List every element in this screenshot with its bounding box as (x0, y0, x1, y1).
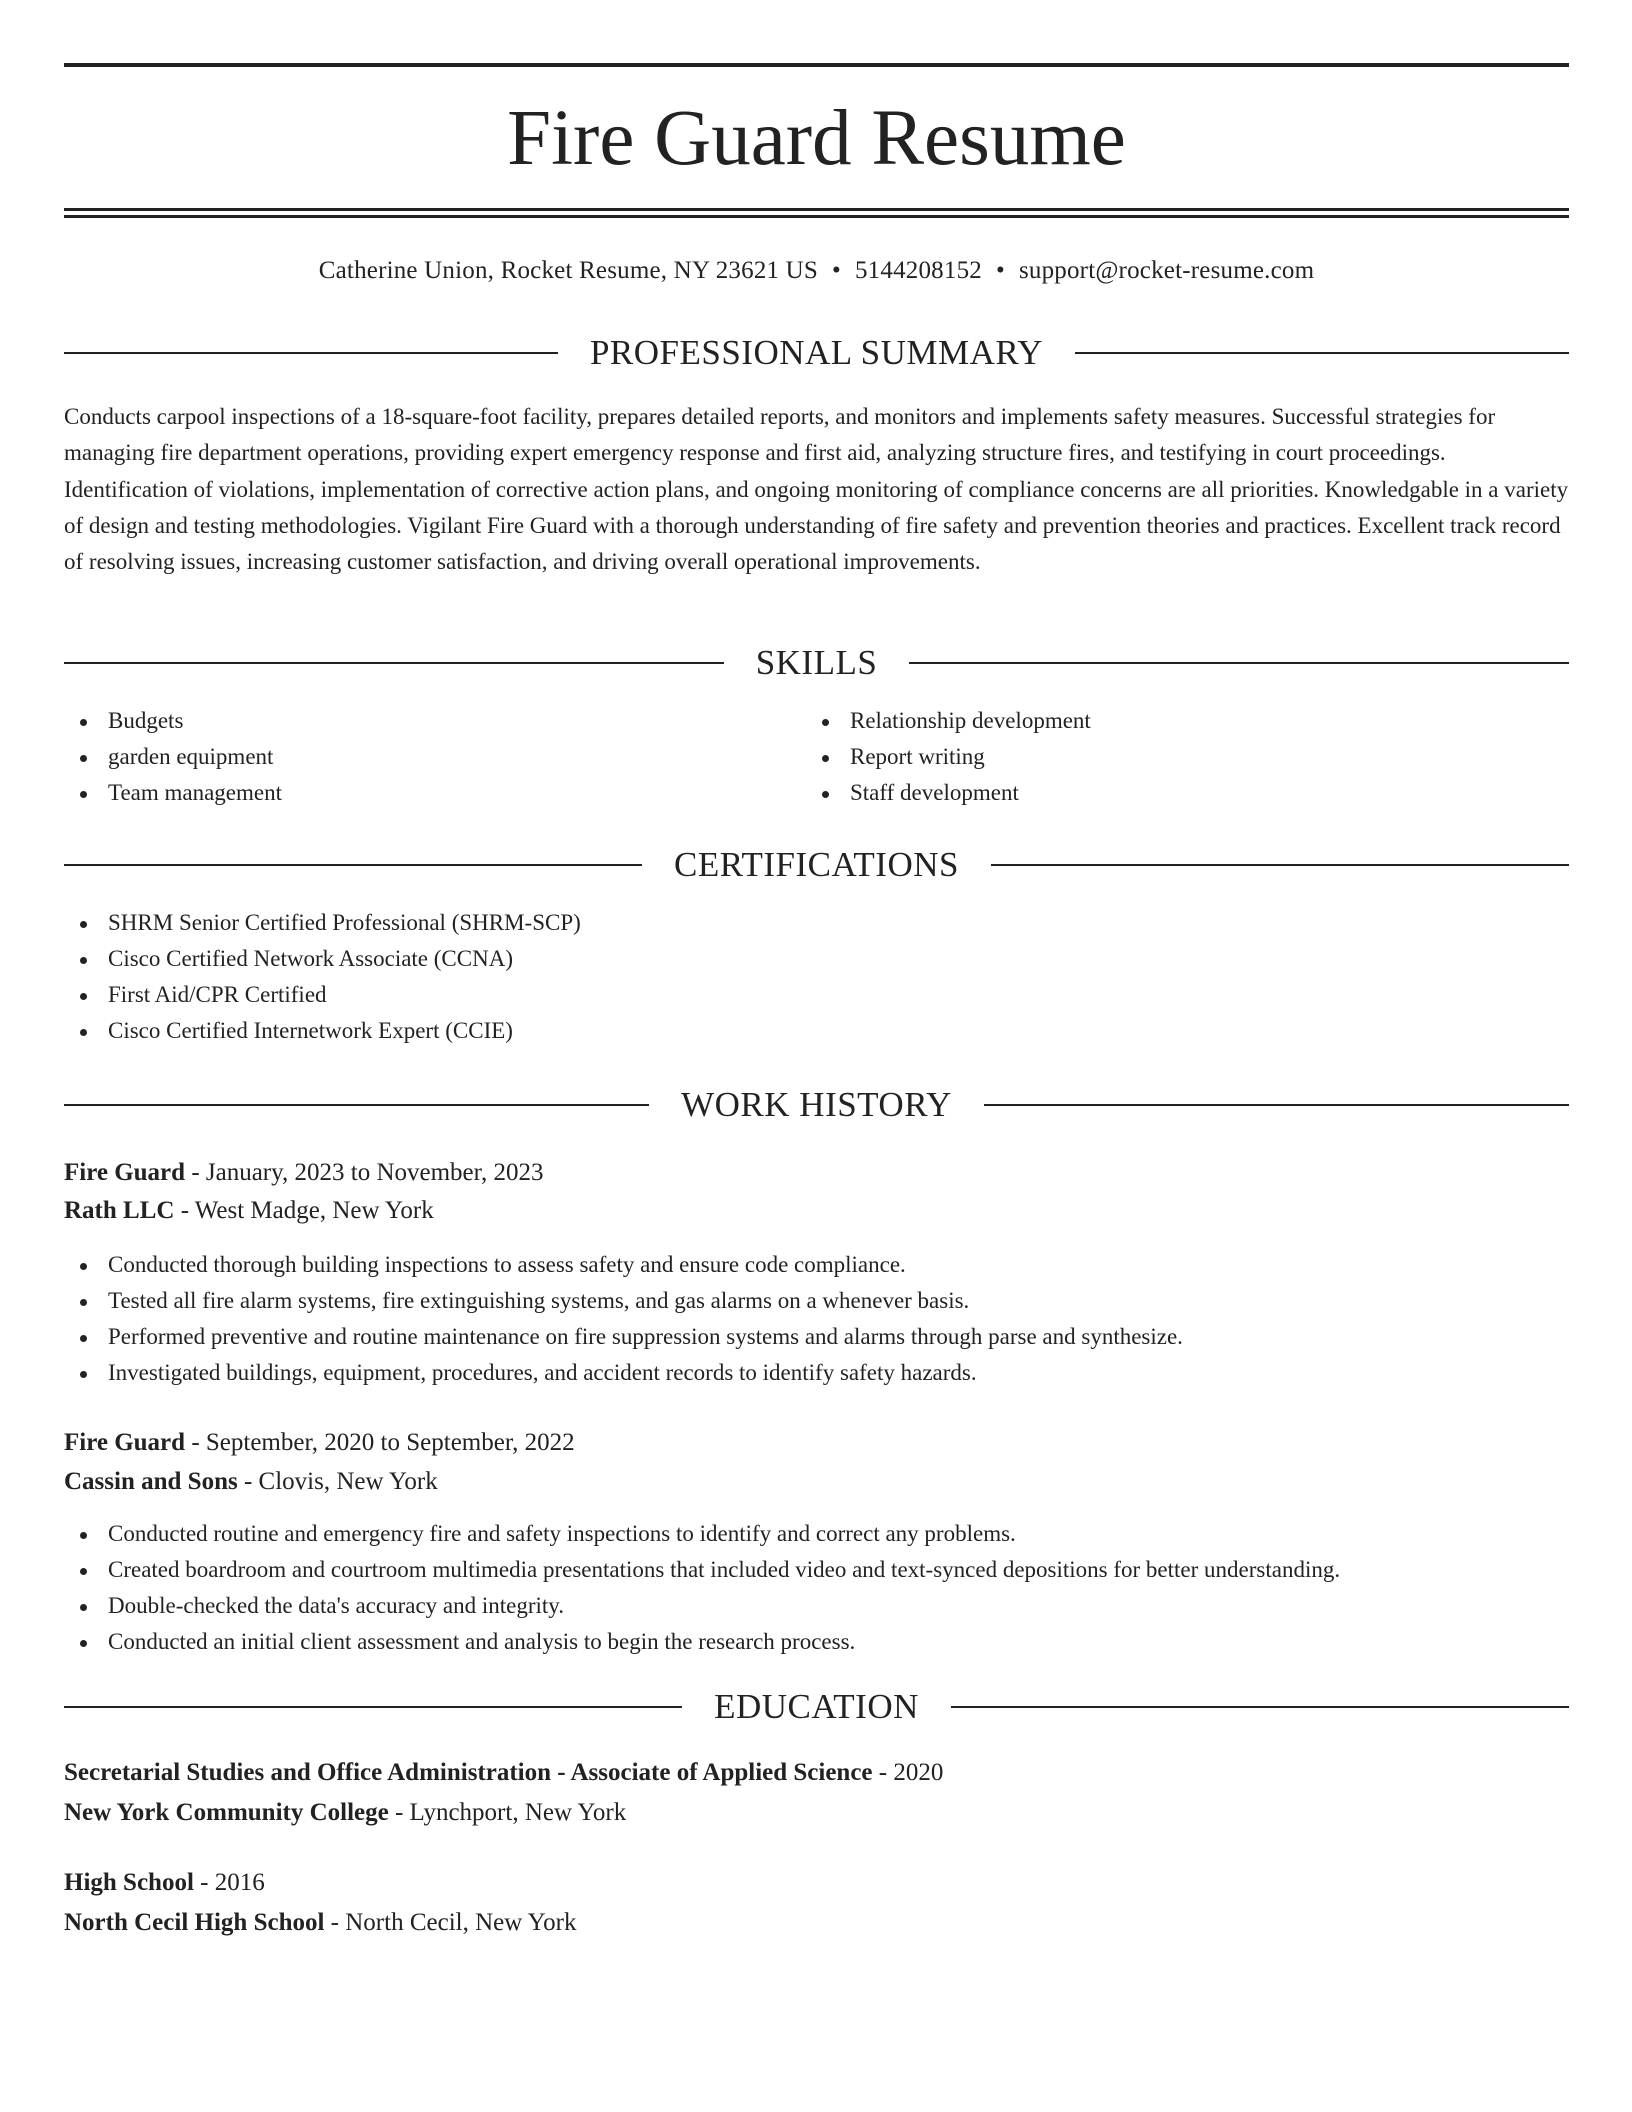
education-school-line (64, 1905, 577, 1941)
skill-item: Report writing (806, 739, 1091, 775)
divider-line (991, 864, 1569, 866)
divider-line (1075, 352, 1569, 354)
job-duty-item: Conducted thorough building inspections to assess safety and ensure code compliance. (64, 1247, 1183, 1283)
education-location: - Lynchport, New York (388, 1799, 627, 1826)
certification-item: First Aid/CPR Certified (64, 977, 581, 1013)
education-school: New York Community College (64, 1799, 389, 1826)
contact-email: support@rocket-resume.com (1018, 257, 1315, 284)
divider-line (951, 1706, 1569, 1708)
divider-line (909, 662, 1569, 664)
section-header-summary (64, 331, 1569, 375)
summary-text: Conducts carpool inspections of a 18-square-foot facility, prepares detailed reports, and monitors and implements safety measures. Successful strategies for managing fire department operations, providing expert emergency response and first aid, analyzing structure fires, and testifying in court proceedings. Identification of violations, implementation of corrective action plans, and ongoing monitoring of compliance concerns are all priorities. Knowledgable in a variety of design and testing methodologies. Vigilant Fire Guard with a thorough understanding of fire safety and prevention theories and practices. Excellent track record of resolving issues, increasing customer satisfaction, and driving overall operational improvements. (64, 404, 1569, 575)
section-title-summary: PROFESSIONAL SUMMARY (589, 333, 1044, 372)
skill-item: Staff development (806, 775, 1091, 811)
job-title-line (64, 1425, 575, 1461)
job-duty-item: Tested all fire alarm systems, fire extinguishing systems, and gas alarms on a whenever basis. (64, 1283, 1183, 1319)
contact-separator: • (832, 257, 841, 284)
divider-line (64, 864, 642, 866)
job-duty-item: Conducted routine and emergency fire and safety inspections to identify and correct any problems. (64, 1516, 1340, 1552)
skills-list-left (64, 703, 282, 811)
section-header-certifications (64, 843, 1569, 887)
divider-line (64, 1706, 682, 1708)
education-location: - North Cecil, New York (324, 1909, 577, 1936)
section-title-skills: SKILLS (755, 643, 878, 682)
contact-phone: 5144208152 (854, 257, 982, 284)
job-title: Fire Guard (64, 1429, 186, 1456)
job-dates: - September, 2020 to September, 2022 (185, 1429, 575, 1456)
job-dates: - January, 2023 to November, 2023 (185, 1159, 544, 1186)
education-degree: High School (64, 1869, 194, 1896)
job-duty-item: Conducted an initial client assessment and analysis to begin the research process. (64, 1624, 1340, 1660)
title-rule-lower (64, 215, 1569, 218)
divider-line (64, 352, 558, 354)
job-duty-item: Performed preventive and routine maintenance on fire suppression systems and alarms through parse and synthesize. (64, 1319, 1183, 1355)
contact-line (64, 255, 1569, 287)
education-degree-line (64, 1865, 265, 1901)
certification-item: SHRM Senior Certified Professional (SHRM-SCP) (64, 905, 581, 941)
job-location: - West Madge, New York (174, 1197, 434, 1224)
job-company: Rath LLC (64, 1197, 175, 1224)
certifications-list (64, 905, 581, 1049)
contact-address: Catherine Union, Rocket Resume, NY 23621 US (318, 257, 819, 284)
skill-item: garden equipment (64, 739, 282, 775)
skill-item: Team management (64, 775, 282, 811)
certification-item: Cisco Certified Network Associate (CCNA) (64, 941, 581, 977)
job-duty-item: Double-checked the data's accuracy and integrity. (64, 1588, 1340, 1624)
section-title-work: WORK HISTORY (681, 1085, 952, 1124)
job-duties-list (64, 1516, 1340, 1660)
job-duty-item: Created boardroom and courtroom multimedia presentations that included video and text-synced depositions for better understanding. (64, 1552, 1340, 1588)
education-degree: Secretarial Studies and Office Administration - Associate of Applied Science (64, 1759, 873, 1786)
job-company-line (64, 1193, 434, 1229)
job-title-line (64, 1155, 543, 1191)
divider-line (64, 662, 724, 664)
section-header-education (64, 1685, 1569, 1729)
divider-line (984, 1104, 1569, 1106)
job-location: - Clovis, New York (237, 1468, 438, 1495)
education-school-line (64, 1795, 626, 1831)
section-title-education: EDUCATION (714, 1687, 919, 1726)
section-header-skills (64, 641, 1569, 685)
job-duty-item: Investigated buildings, equipment, procedures, and accident records to identify safety hazards. (64, 1355, 1183, 1391)
top-rule (64, 63, 1569, 67)
education-year: - 2016 (193, 1869, 265, 1896)
education-degree-line (64, 1755, 943, 1791)
skill-item: Relationship development (806, 703, 1091, 739)
job-duties-list (64, 1247, 1183, 1391)
certification-item: Cisco Certified Internetwork Expert (CCIE) (64, 1013, 581, 1049)
section-title-certifications: CERTIFICATIONS (674, 845, 959, 884)
skills-list-right (806, 703, 1091, 811)
section-header-work (64, 1083, 1569, 1127)
title-rule-upper (64, 208, 1569, 211)
job-title: Fire Guard (64, 1159, 186, 1186)
contact-separator: • (995, 257, 1005, 284)
resume-title: Fire Guard Resume (507, 95, 1126, 182)
job-company-line (64, 1464, 438, 1500)
job-company: Cassin and Sons (64, 1468, 238, 1495)
education-school: North Cecil High School (64, 1909, 325, 1936)
divider-line (64, 1104, 649, 1106)
skill-item: Budgets (64, 703, 282, 739)
education-year: - 2020 (872, 1759, 944, 1786)
